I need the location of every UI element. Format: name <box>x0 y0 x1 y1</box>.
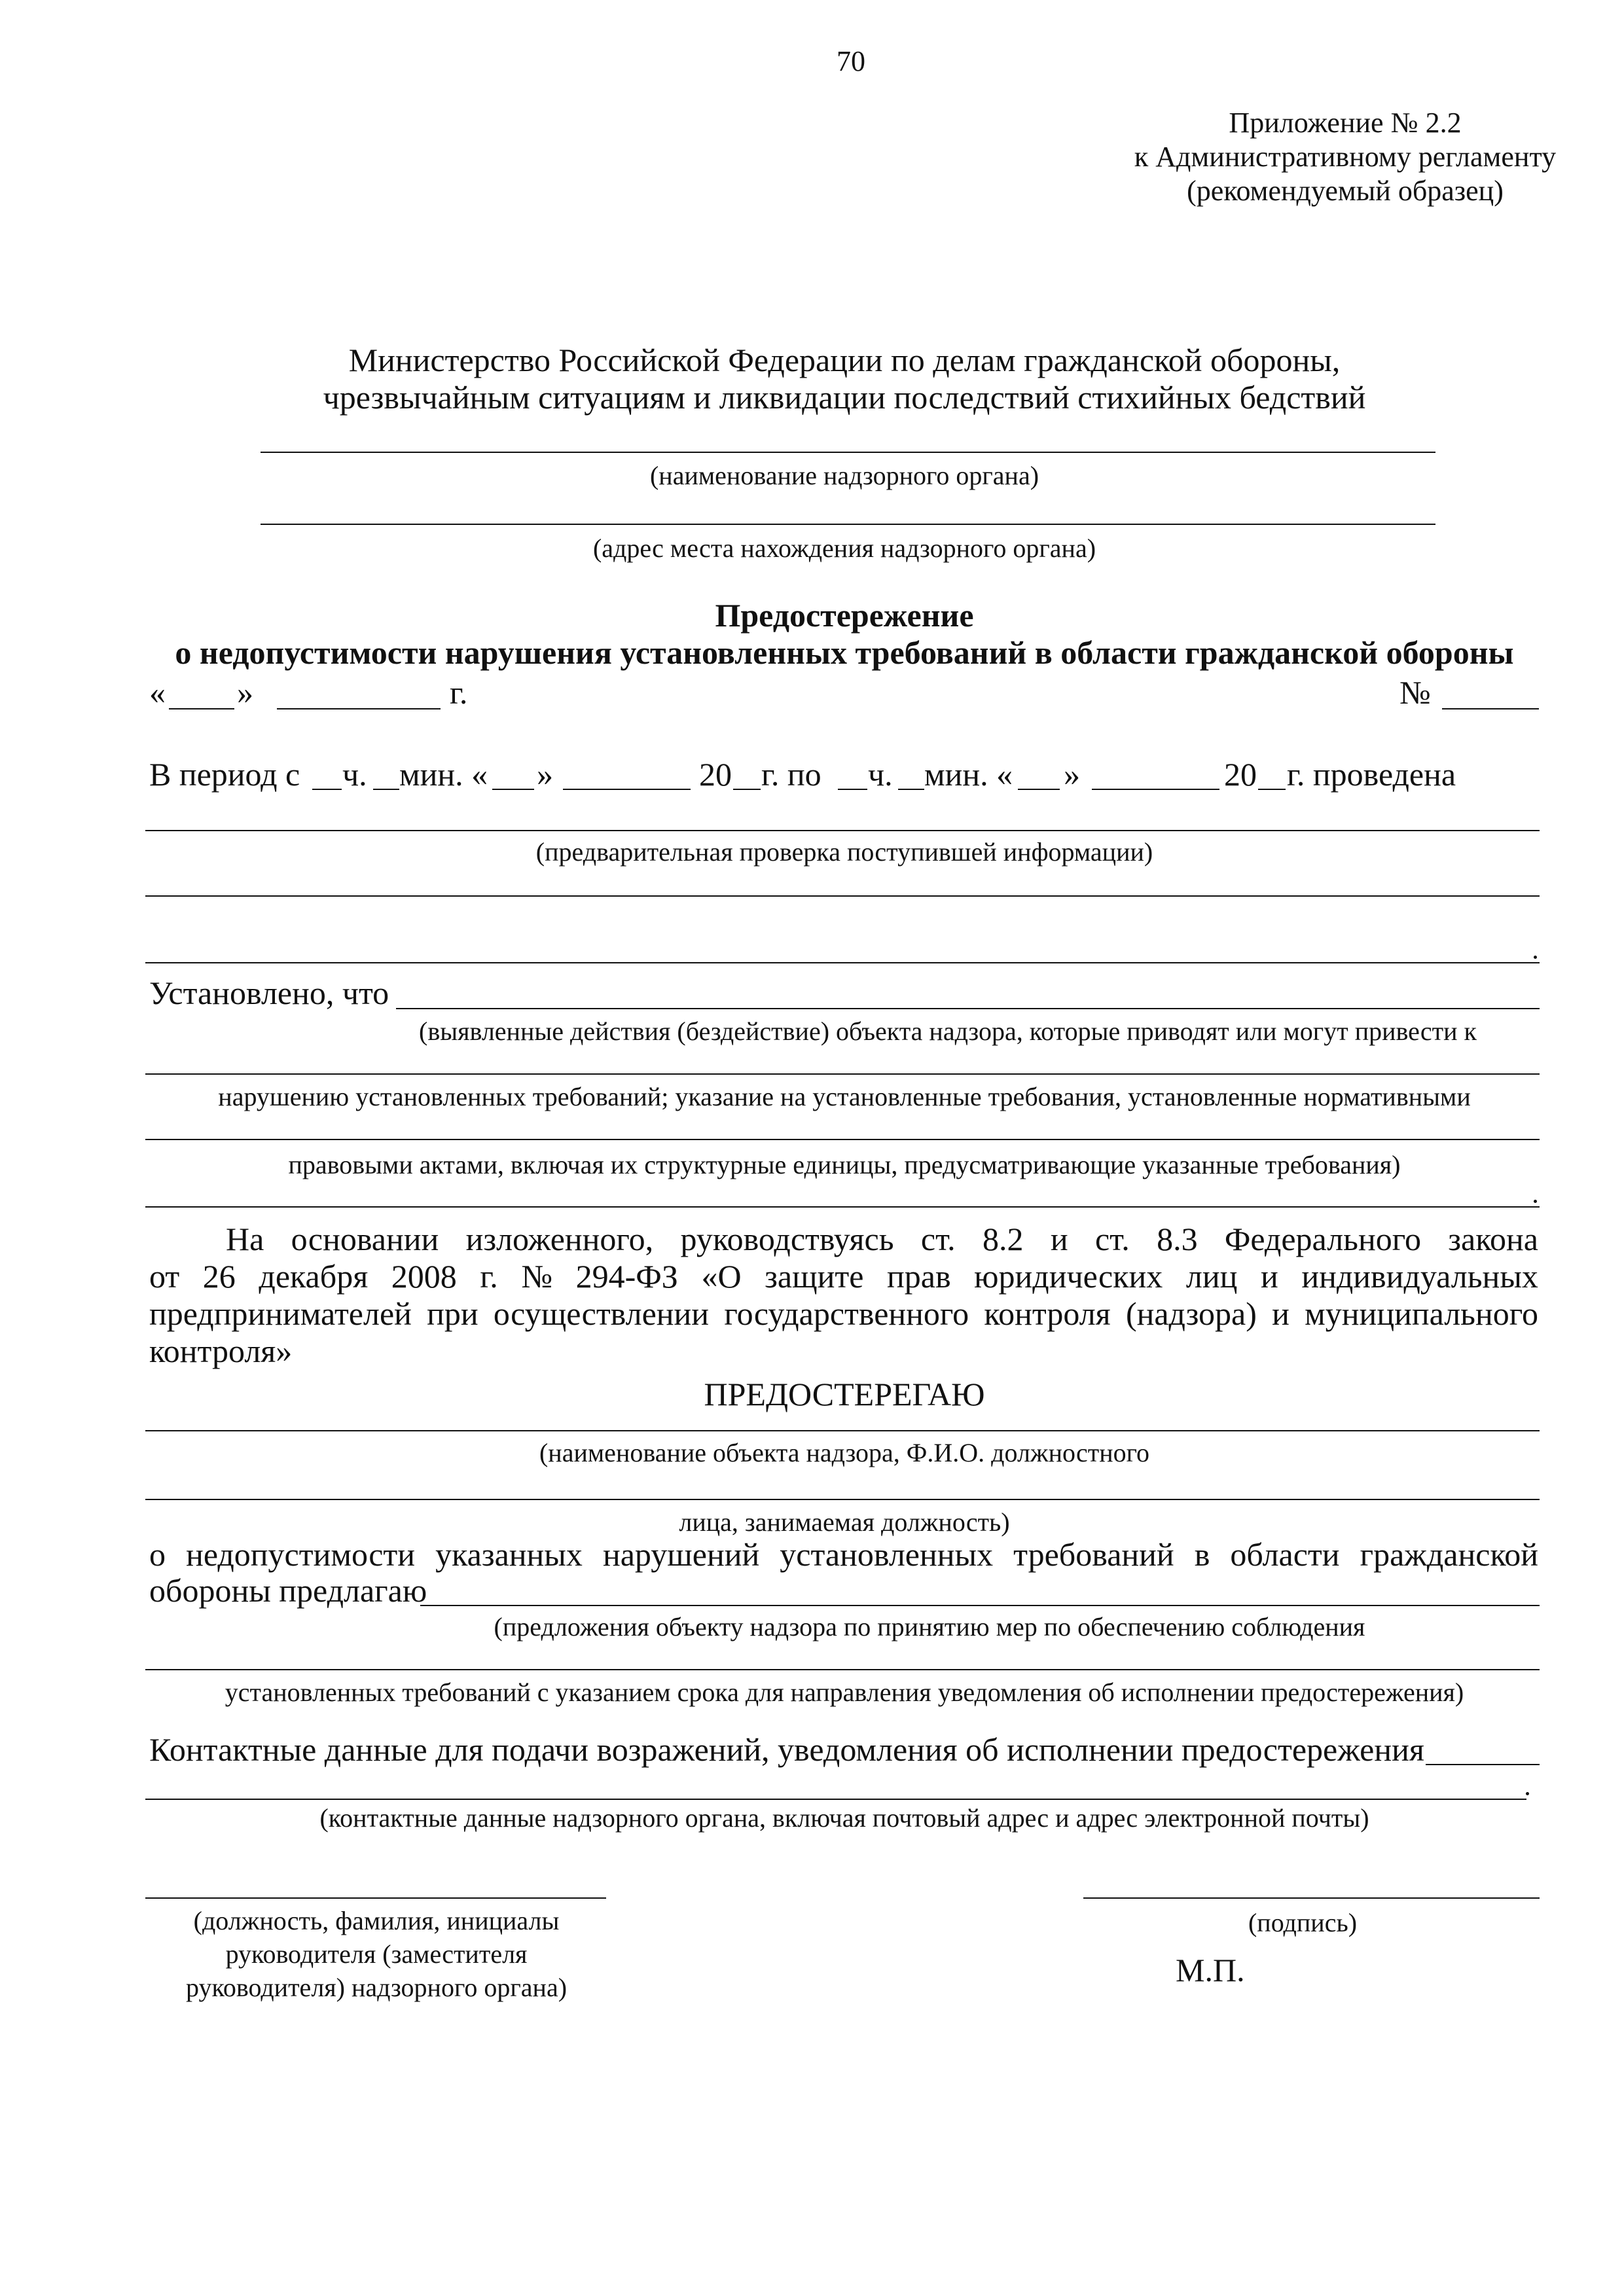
proposal-field[interactable] <box>420 1605 1540 1606</box>
period-from-year-field[interactable] <box>733 789 761 790</box>
line-end-dot-3 <box>1526 1792 1529 1795</box>
appendix-line-2: к Административному регламенту <box>1134 141 1557 173</box>
object-line-1[interactable] <box>145 1430 1540 1431</box>
contacts-field[interactable] <box>1426 1764 1540 1765</box>
preliminary-check-caption: (предварительная проверка поступившей информации) <box>535 837 1153 867</box>
word: На <box>226 1221 264 1257</box>
word: 8.3 <box>1157 1221 1198 1257</box>
appendix-line-3: (рекомендуемый образец) <box>1187 175 1504 207</box>
detected-caption-2: нарушению установленных требований; указание на установленные требования, установленные нормативными <box>218 1082 1471 1111</box>
word: ст. <box>1094 1221 1130 1257</box>
signature-caption: (подпись) <box>1248 1908 1358 1937</box>
word: нарушений <box>602 1536 760 1573</box>
preliminary-check-line-3[interactable] <box>145 962 1540 963</box>
word: № <box>521 1258 553 1295</box>
detected-caption-1: (выявленные действия (бездействие) объекта надзора, которые приводят или могут привести к <box>419 1016 1477 1046</box>
word: (надзора) <box>1125 1295 1257 1332</box>
word: «О <box>701 1258 742 1295</box>
word: защите <box>765 1258 864 1295</box>
period-year-prefix-2: 20 <box>1224 756 1257 793</box>
ministry-line-2: чрезвычайным ситуациям и ликвидации последствий стихийных бедствий <box>323 379 1366 416</box>
position-caption-1: (должность, фамилия, инициалы <box>193 1906 560 1935</box>
object-caption-1: (наименование объекта надзора, Ф.И.О. должностного <box>539 1438 1150 1467</box>
word: установленных <box>780 1536 994 1573</box>
word: муниципального <box>1305 1295 1538 1332</box>
appendix-line-1: Приложение № 2.2 <box>1229 107 1462 139</box>
basis-line-2 <box>149 1260 1538 1293</box>
word: руководствуясь <box>680 1221 894 1257</box>
established-line-4[interactable] <box>145 1206 1540 1208</box>
word: декабря <box>259 1258 369 1295</box>
page-number: 70 <box>837 45 865 77</box>
word: закона <box>1448 1221 1538 1257</box>
authority-address-line[interactable] <box>261 524 1435 525</box>
inadmissibility-line-1 <box>149 1538 1538 1571</box>
contacts-caption: (контактные данные надзорного органа, включая почтовый адрес и адрес электронной почты) <box>319 1803 1369 1833</box>
date-open-quote: « <box>149 674 166 711</box>
line-end-dot-2 <box>1534 1200 1537 1203</box>
period-hours-label-2: ч. <box>868 756 893 793</box>
word: при <box>427 1295 478 1332</box>
proposal-line-2[interactable] <box>145 1669 1540 1670</box>
preliminary-check-line[interactable] <box>145 830 1540 831</box>
document-number-field[interactable] <box>1442 708 1539 709</box>
document-subtitle: о недопустимости нарушения установленных требований в области гражданской обороны <box>175 634 1514 671</box>
basis-line-3 <box>149 1297 1538 1330</box>
word: государственного <box>724 1295 969 1332</box>
position-caption-3: руководителя) надзорного органа) <box>185 1973 568 2002</box>
period-to-hours-field[interactable] <box>838 789 867 790</box>
date-day-field[interactable] <box>169 708 234 709</box>
established-line-2[interactable] <box>145 1073 1540 1075</box>
basis-line-1 <box>226 1223 1538 1255</box>
word: осуществлении <box>493 1295 710 1332</box>
word: г. <box>480 1258 498 1295</box>
word: недопустимости <box>186 1536 416 1573</box>
period-to-year-field[interactable] <box>1258 789 1286 790</box>
period-from-day-field[interactable] <box>492 789 534 790</box>
warn-heading: ПРЕДОСТЕРЕГАЮ <box>704 1376 985 1412</box>
word: 2008 <box>391 1258 457 1295</box>
word: в <box>1194 1536 1210 1573</box>
word: прав <box>887 1258 951 1295</box>
line-end-dot <box>1534 956 1537 959</box>
word: гражданской <box>1360 1536 1538 1573</box>
word: контроля <box>984 1295 1111 1332</box>
word: 26 <box>202 1258 236 1295</box>
word: индивидуальных <box>1301 1258 1538 1295</box>
period-to-month-field[interactable] <box>1092 789 1219 790</box>
word: и <box>1050 1221 1068 1257</box>
period-quote-close: » <box>537 756 553 793</box>
detected-caption-3: правовыми актами, включая их структурные единицы, предусматривающие указанные требования) <box>288 1150 1401 1179</box>
word: от <box>149 1258 180 1295</box>
period-prefix: В период с <box>149 756 300 793</box>
word: изложенного, <box>465 1221 654 1257</box>
word: ст. <box>920 1221 956 1257</box>
period-minutes-label-2: мин. « <box>924 756 1013 793</box>
word: требований <box>1013 1536 1174 1573</box>
date-close-quote: » <box>237 674 253 711</box>
object-line-2[interactable] <box>145 1499 1540 1500</box>
word: предпринимателей <box>149 1295 412 1332</box>
position-signature-field[interactable] <box>145 1897 606 1899</box>
period-from-month-field[interactable] <box>563 789 691 790</box>
contacts-line-2[interactable] <box>145 1799 1526 1800</box>
inadmissibility-line-2: обороны предлагаю <box>149 1572 427 1609</box>
proposal-caption-2: установленных требований с указанием срока для направления уведомления об исполнении предостережения) <box>225 1677 1464 1707</box>
authority-address-caption: (адрес места нахождения надзорного органа) <box>592 533 1096 563</box>
period-suffix: г. проведена <box>1287 756 1456 793</box>
word: юридических <box>974 1258 1163 1295</box>
preliminary-check-line-2[interactable] <box>145 895 1540 897</box>
established-label: Установлено, что <box>149 975 389 1011</box>
proposal-caption-1: (предложения объекту надзора по принятию мер по обеспечению соблюдения <box>494 1612 1365 1641</box>
word: и <box>1272 1295 1290 1332</box>
period-year-to: г. по <box>761 756 821 793</box>
word: основании <box>291 1221 439 1257</box>
seal-label: М.П. <box>1176 1952 1245 1988</box>
period-from-minutes-field[interactable] <box>373 789 399 790</box>
established-line-3[interactable] <box>145 1139 1540 1140</box>
established-field[interactable] <box>396 1008 1540 1009</box>
period-quote-close-2: » <box>1064 756 1080 793</box>
period-to-day-field[interactable] <box>1018 789 1060 790</box>
object-caption-2: лица, занимаемая должность) <box>679 1507 1010 1537</box>
word: указанных <box>435 1536 583 1573</box>
word: о <box>149 1536 166 1573</box>
word: 294-ФЗ <box>575 1258 678 1295</box>
date-month-field[interactable] <box>277 708 441 709</box>
authority-name-caption: (наименование надзорного органа) <box>649 461 1039 490</box>
authority-name-line[interactable] <box>261 452 1435 453</box>
period-year-prefix: 20 <box>699 756 732 793</box>
period-hours-label: ч. <box>342 756 367 793</box>
word: и <box>1260 1258 1278 1295</box>
period-from-hours-field[interactable] <box>312 789 342 790</box>
date-year-suffix: г. <box>450 674 468 711</box>
word: лиц <box>1185 1258 1238 1295</box>
ministry-line-1: Министерство Российской Федерации по делам гражданской обороны, <box>348 342 1341 378</box>
word: области <box>1230 1536 1340 1573</box>
number-sign: № <box>1399 674 1431 711</box>
word: Федерального <box>1224 1221 1421 1257</box>
signature-field[interactable] <box>1083 1897 1540 1899</box>
position-caption-2: руководителя (заместителя <box>225 1939 528 1969</box>
basis-line-4: контроля» <box>149 1333 293 1369</box>
contacts-label: Контактные данные для подачи возражений, уведомления об исполнении предостережения <box>149 1731 1424 1768</box>
period-minutes-label: мин. « <box>399 756 488 793</box>
document-title: Предостережение <box>715 597 974 634</box>
period-to-minutes-field[interactable] <box>898 789 924 790</box>
word: 8.2 <box>983 1221 1024 1257</box>
